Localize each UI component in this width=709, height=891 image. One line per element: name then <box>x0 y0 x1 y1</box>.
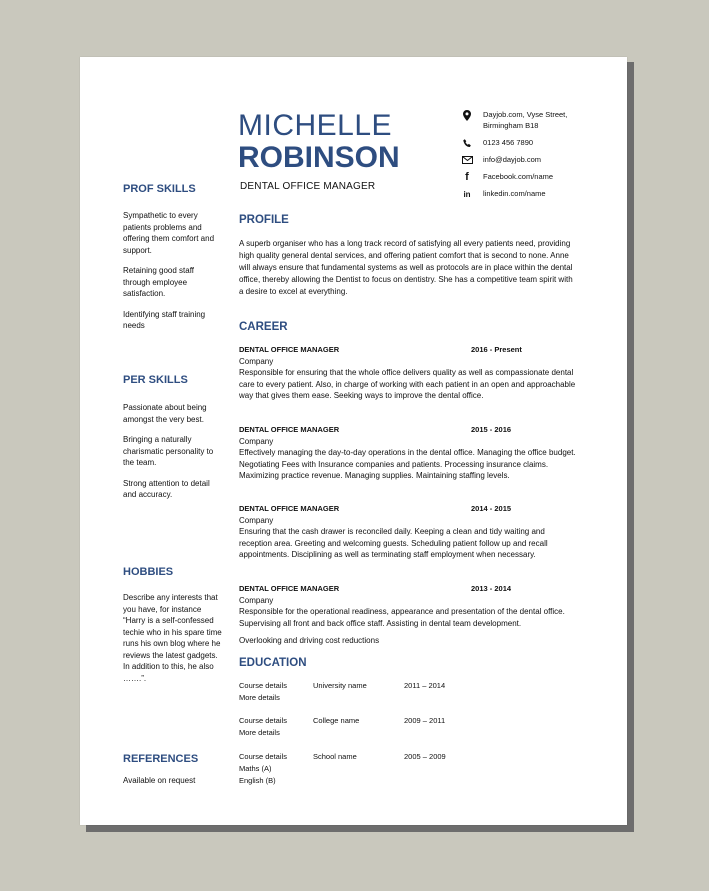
career-description: Responsible for ensuring that the whole office delivers quality as well as compassionate dental care to every patient. Also, in charge of working with each patient in an open and approachable way that gives them ease. Seeking ways to improve the dental office. <box>239 368 576 400</box>
education-years: 2011 – 2014 <box>404 681 446 690</box>
email-icon <box>460 154 474 166</box>
education-school: School name <box>313 752 357 761</box>
career-entry <box>239 344 579 402</box>
contact-linkedin: in linkedin.com/name <box>460 188 620 199</box>
education-detail: Maths (A) <box>239 764 272 773</box>
career-company: Company <box>239 515 274 525</box>
page-shadow-bottom <box>86 824 634 832</box>
career-dates: 2013 - 2014 <box>471 584 512 593</box>
career-dates: 2015 - 2016 <box>471 425 512 434</box>
education-detail: More details <box>239 693 280 702</box>
education-heading: EDUCATION <box>239 657 307 669</box>
last-name: ROBINSON <box>238 141 400 174</box>
prof-skills-heading: PROF SKILLS <box>123 183 196 195</box>
education-detail: More details <box>239 728 280 737</box>
location-pin-icon <box>460 109 474 121</box>
contact-block <box>460 109 620 199</box>
contact-facebook: f Facebook.com/name <box>460 171 620 182</box>
cut-off-text: Overlooking and driving cost reductions <box>239 636 380 645</box>
education-years: 2005 – 2009 <box>404 752 446 761</box>
career-heading: CAREER <box>239 321 288 333</box>
per-skills-list <box>123 402 223 510</box>
career-description: Effectively managing the day-to-day operations in the dental office. Managing the office budget. Negotiating Fees with Insurance companies and patients. Processing insurance claims. Maximizing practice revenue. Managing supplies. Maintaining staffing levels. <box>239 448 576 480</box>
list-item: Bringing a naturally charismatic personality to the team. <box>123 435 214 467</box>
education-years: 2009 – 2011 <box>404 716 446 725</box>
career-company: Company <box>239 356 274 366</box>
job-title: DENTAL OFFICE MANAGER <box>240 181 376 192</box>
career-dates: 2014 - 2015 <box>471 504 512 513</box>
contact-phone: 0123 456 7890 <box>460 137 620 148</box>
education-school: University name <box>313 681 367 690</box>
education-course: Course details <box>239 716 287 725</box>
page-shadow-right <box>626 62 634 832</box>
career-job-title: DENTAL OFFICE MANAGER <box>239 504 340 513</box>
career-dates: 2016 - Present <box>471 345 522 354</box>
career-description: Ensuring that the cash drawer is reconciled daily. Keeping a clean and tidy waiting and reception area. Greeting and welcoming guests. Scheduling patient follow up and recall appointments. Disciplining as well as terminating staff employment when necessary. <box>239 527 548 559</box>
education-detail: English (B) <box>239 776 276 785</box>
profile-heading: PROFILE <box>239 214 289 226</box>
list-item: Strong attention to detail and accuracy. <box>123 478 210 499</box>
hobbies-text: Describe any interests that you have, for instance “Harry is a self-confessed techie who in his spare time runs his own blog where he reviews the latest gadgets. In addition to this, he also …….”. <box>123 593 222 683</box>
contact-email: info@dayjob.com <box>460 154 620 165</box>
career-description: Responsible for the operational readiness, appearance and presentation of the dental office. Supervising all front and back office staff. Assisting in dental team development. <box>239 607 565 628</box>
resume-page <box>80 57 627 825</box>
career-company: Company <box>239 436 274 446</box>
career-job-title: DENTAL OFFICE MANAGER <box>239 425 340 434</box>
career-entry <box>239 424 579 482</box>
first-name: MICHELLE <box>238 109 393 142</box>
career-job-title: DENTAL OFFICE MANAGER <box>239 584 340 593</box>
list-item: Sympathetic to every patients problems and offering them comfort and support. <box>123 211 215 255</box>
per-skills-heading: PER SKILLS <box>123 374 188 386</box>
list-item: Passionate about being amongst the very best. <box>123 403 207 424</box>
facebook-icon: f <box>465 170 469 183</box>
list-item: Identifying staff training needs <box>123 309 206 330</box>
education-course: Course details <box>239 681 287 690</box>
linkedin-icon: in <box>463 189 471 199</box>
prof-skills-list <box>123 210 223 341</box>
phone-icon <box>460 137 474 149</box>
list-item: Retaining good staff through employee satisfaction. <box>123 266 195 298</box>
hobbies-heading: HOBBIES <box>123 566 174 578</box>
education-course: Course details <box>239 752 287 761</box>
profile-text: A superb organiser who has a long track record of satisfying all every patients need, providing high quality general dental services, and offering patient comfort that is second to none. Anne will always ensure that fundamental systems as well as protocols are in place within the dental office, thereby allowing the Dentist to focus on dentistry. She has a competitive team spirit with a desire to excel at everything. <box>239 239 573 296</box>
career-company: Company <box>239 595 274 605</box>
references-heading: REFERENCES <box>123 753 199 765</box>
career-entry <box>239 503 579 561</box>
career-job-title: DENTAL OFFICE MANAGER <box>239 345 340 354</box>
education-school: College name <box>313 716 360 725</box>
references-text: Available on request <box>123 776 196 785</box>
contact-address: Dayjob.com, Vyse Street, Birmingham B18 <box>460 109 620 131</box>
career-entry <box>239 583 579 629</box>
